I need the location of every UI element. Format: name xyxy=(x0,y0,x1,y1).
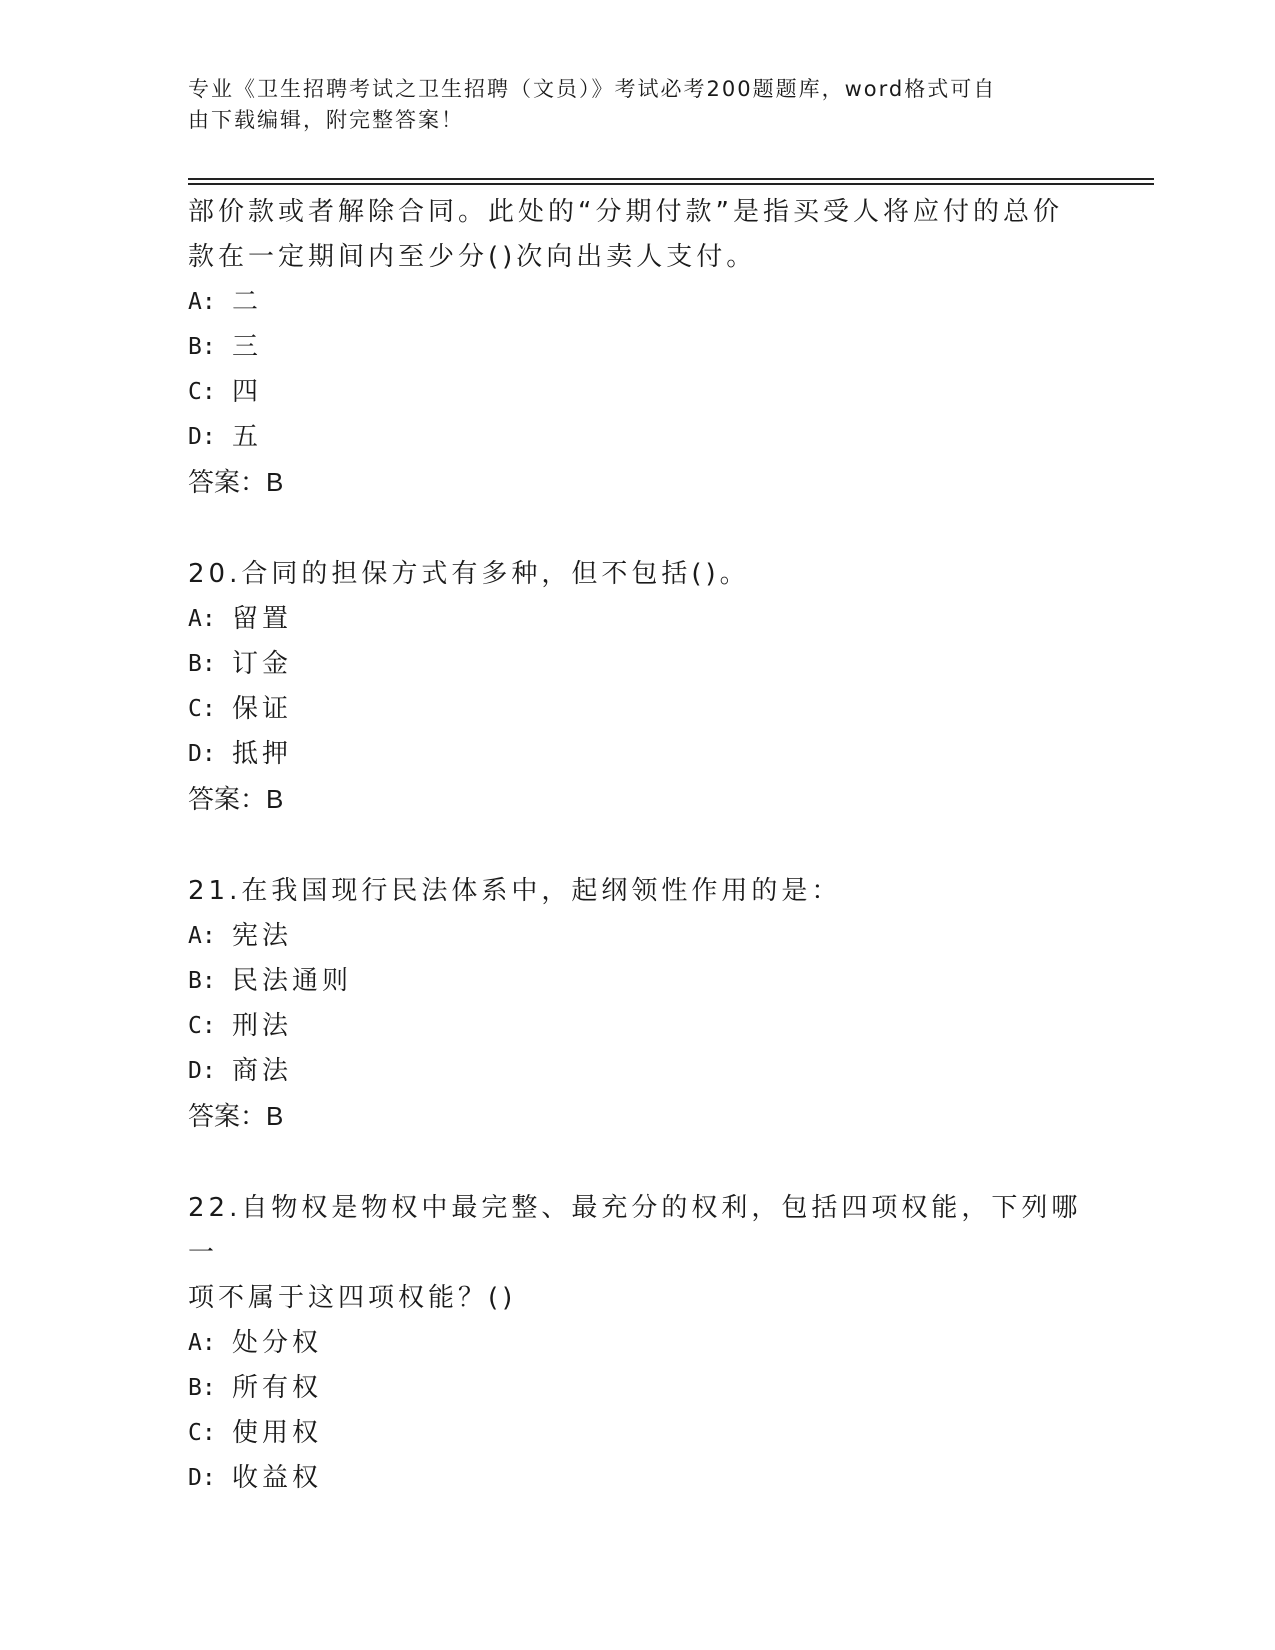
option-d xyxy=(188,732,1088,777)
option-text: 三 xyxy=(232,332,263,362)
question-text-line: 22.自物权是物权中最完整、最充分的权利，包括四项权能，下列哪一 xyxy=(188,1193,1082,1268)
question-text-line: 款在一定期间内至少分()次向出卖人支付。 xyxy=(188,242,757,272)
header-line-2: 由下载编辑，附完整答案！ xyxy=(188,108,464,132)
option-a xyxy=(188,914,1088,959)
option-text: 收益权 xyxy=(232,1463,323,1493)
option-d xyxy=(188,1456,1088,1501)
option-text: 刑法 xyxy=(232,1011,293,1041)
answer-label: 答案： xyxy=(188,1102,267,1132)
option-text: 四 xyxy=(232,377,263,407)
question-text-line: 部价款或者解除合同。此处的“分期付款”是指买受人将应付的总价 xyxy=(188,197,1063,227)
answer-value: B xyxy=(266,1101,284,1131)
option-letter: D: xyxy=(188,424,216,450)
option-c xyxy=(188,1004,1088,1049)
option-list xyxy=(188,914,1088,1094)
option-a xyxy=(188,280,1088,325)
question-list xyxy=(188,190,1088,1548)
option-letter: C: xyxy=(188,1013,216,1039)
option-text: 五 xyxy=(232,422,263,452)
option-text: 保证 xyxy=(232,694,293,724)
option-list xyxy=(188,597,1088,777)
option-text: 所有权 xyxy=(232,1373,323,1403)
option-letter: D: xyxy=(188,1058,216,1084)
option-letter: A: xyxy=(188,289,216,315)
question-block-19 xyxy=(188,190,1088,505)
option-d xyxy=(188,1049,1088,1094)
option-c xyxy=(188,687,1088,732)
option-letter: A: xyxy=(188,606,216,632)
option-text: 订金 xyxy=(232,649,293,679)
answer-line xyxy=(188,460,1088,505)
answer-value: B xyxy=(266,467,284,497)
header-line-1: 专业《卫生招聘考试之卫生招聘（文员）》考试必考200题题库，word格式可自 xyxy=(188,77,997,101)
option-text: 民法通则 xyxy=(232,966,353,996)
option-letter: B: xyxy=(188,651,216,677)
header-divider-bottom xyxy=(188,183,1154,185)
option-a xyxy=(188,597,1088,642)
option-letter: D: xyxy=(188,1465,216,1491)
option-list xyxy=(188,280,1088,460)
question-block-21 xyxy=(188,869,1088,1139)
option-text: 宪法 xyxy=(232,921,293,951)
option-list xyxy=(188,1321,1088,1501)
option-letter: A: xyxy=(188,1330,216,1356)
option-text: 处分权 xyxy=(232,1328,323,1358)
question-block-20 xyxy=(188,552,1088,822)
answer-line xyxy=(188,777,1088,822)
option-d xyxy=(188,415,1088,460)
option-letter: B: xyxy=(188,968,216,994)
question-text-line: 20.合同的担保方式有多种，但不包括()。 xyxy=(188,559,750,589)
answer-label: 答案： xyxy=(188,468,267,498)
option-letter: B: xyxy=(188,1375,216,1401)
option-letter: C: xyxy=(188,1420,216,1446)
option-a xyxy=(188,1321,1088,1366)
question-block-22 xyxy=(188,1186,1088,1501)
option-letter: A: xyxy=(188,923,216,949)
header-divider-top xyxy=(188,178,1154,180)
option-c xyxy=(188,1411,1088,1456)
option-text: 二 xyxy=(232,287,263,317)
option-letter: C: xyxy=(188,696,216,722)
question-text-line: 21.在我国现行民法体系中，起纲领性作用的是： xyxy=(188,876,842,906)
option-c xyxy=(188,370,1088,415)
option-b xyxy=(188,959,1088,1004)
option-b xyxy=(188,1366,1088,1411)
option-b xyxy=(188,325,1088,370)
option-letter: B: xyxy=(188,334,216,360)
option-text: 抵押 xyxy=(232,739,293,769)
document-header xyxy=(188,74,1068,136)
option-text: 商法 xyxy=(232,1056,293,1086)
option-letter: D: xyxy=(188,741,216,767)
option-b xyxy=(188,642,1088,687)
answer-line xyxy=(188,1094,1088,1139)
answer-label: 答案： xyxy=(188,785,267,815)
answer-value: B xyxy=(266,784,284,814)
option-letter: C: xyxy=(188,379,216,405)
question-text-line: 项不属于这四项权能？() xyxy=(188,1283,517,1313)
option-text: 使用权 xyxy=(232,1418,323,1448)
option-text: 留置 xyxy=(232,604,293,634)
